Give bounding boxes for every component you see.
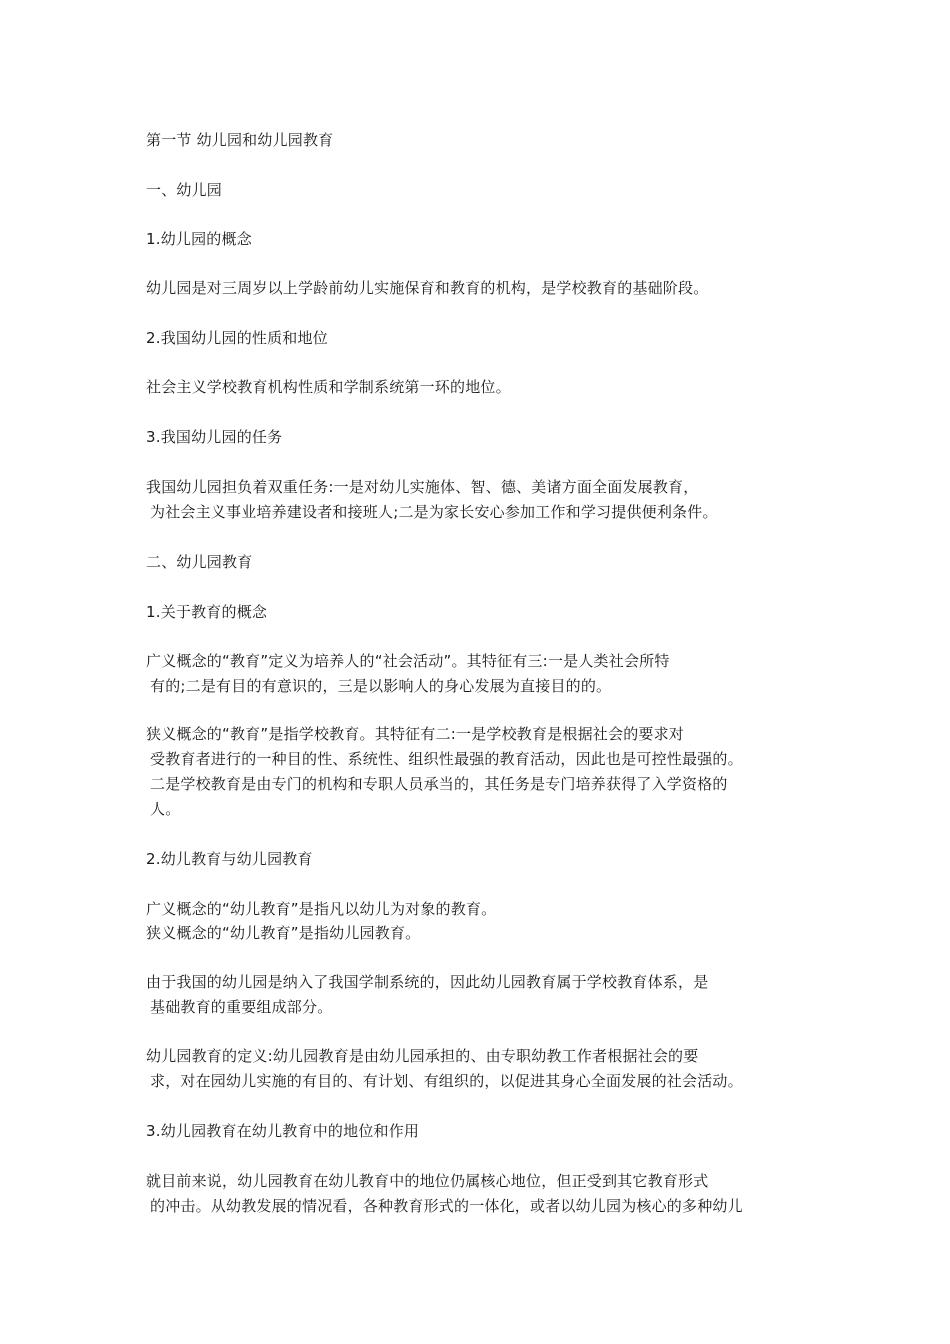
subheading-kindergarten-concept: 1.幼儿园的概念 xyxy=(146,230,252,248)
paragraph-broad-education-line-2: 有的;二是有目的有意识的，三是以影响人的身心发展为直接目的的。 xyxy=(150,677,612,695)
paragraph-narrow-education-line-1: 狭义概念的“教育”是指学校教育。其特征有二:一是学校教育是根据社会的要求对 xyxy=(146,725,684,743)
paragraph-school-system-line-2: 基础教育的重要组成部分。 xyxy=(150,998,333,1016)
paragraph-broad-education-line-1: 广义概念的“教育”定义为培养人的“社会活动”。其特征有三:一是人类社会所特 xyxy=(146,652,670,670)
paragraph-kindergarten-concept: 幼儿园是对三周岁以上学龄前幼儿实施保育和教育的机构，是学校教育的基础阶段。 xyxy=(146,279,709,297)
paragraph-status-role-line-1: 就目前来说，幼儿园教育在幼儿教育中的地位仍属核心地位，但正受到其它教育形式 xyxy=(146,1172,709,1190)
paragraph-definition-line-2: 求，对在园幼儿实施的有目的、有计划、有组织的，以促进其身心全面发展的社会活动。 xyxy=(150,1072,743,1090)
subheading-nature-status: 2.我国幼儿园的性质和地位 xyxy=(146,329,328,347)
subheading-status-and-role: 3.幼儿园教育在幼儿教育中的地位和作用 xyxy=(146,1122,420,1140)
subheading-early-childhood-education: 2.幼儿教育与幼儿园教育 xyxy=(146,850,313,868)
subheading-tasks: 3.我国幼儿园的任务 xyxy=(146,428,283,446)
paragraph-narrow-education-line-3: 二是学校教育是由专门的机构和专职人员承当的，其任务是专门培养获得了入学资格的 xyxy=(150,775,728,793)
definition-narrow-early-education: 狭义概念的“幼儿教育”是指幼儿园教育。 xyxy=(146,924,421,942)
paragraph-narrow-education-line-2: 受教育者进行的一种目的性、系统性、组织性最强的教育活动，因此也是可控性最强的。 xyxy=(150,750,743,768)
paragraph-status-role-line-2: 的冲击。从幼教发展的情况看，各种教育形式的一体化，或者以幼儿园为核心的多种幼儿 xyxy=(150,1197,743,1215)
paragraph-nature-status: 社会主义学校教育机构性质和学制系统第一环的地位。 xyxy=(146,378,511,396)
paragraph-tasks-line-1: 我国幼儿园担负着双重任务:一是对幼儿实施体、智、德、美诸方面全面发展教育， xyxy=(146,478,699,496)
paragraph-definition-line-1: 幼儿园教育的定义:幼儿园教育是由幼儿园承担的、由专职幼教工作者根据社会的要 xyxy=(146,1047,699,1065)
subheading-education-concept: 1.关于教育的概念 xyxy=(146,603,268,621)
document-title: 第一节 幼儿园和幼儿园教育 xyxy=(146,131,334,149)
section-heading-kindergarten-education: 二、幼儿园教育 xyxy=(146,553,253,571)
paragraph-school-system-line-1: 由于我国的幼儿园是纳入了我国学制系统的，因此幼儿园教育属于学校教育体系，是 xyxy=(146,973,709,991)
definition-broad-early-education: 广义概念的“幼儿教育”是指凡以幼儿为对象的教育。 xyxy=(146,900,497,918)
section-heading-kindergarten: 一、幼儿园 xyxy=(146,181,223,199)
paragraph-tasks-line-2: 为社会主义事业培养建设者和接班人;二是为家长安心参加工作和学习提供便利条件。 xyxy=(150,503,718,521)
paragraph-narrow-education-line-4: 人。 xyxy=(150,800,181,818)
